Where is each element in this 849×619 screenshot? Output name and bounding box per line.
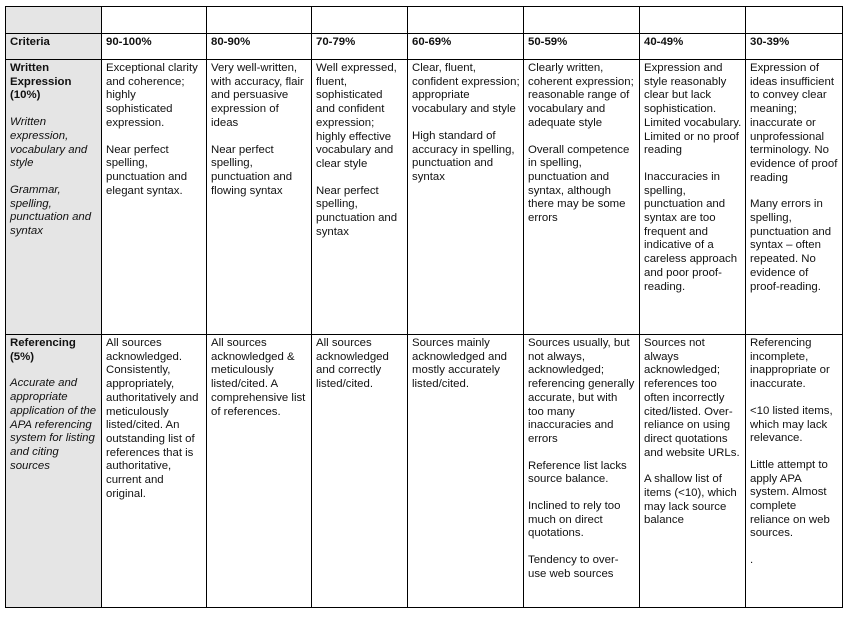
cell-text: . (750, 554, 754, 567)
cell-text: Many errors in spelling, punctuation and syntax – often repeated. No evidence of proof-reading. (750, 198, 832, 293)
criterion-title: Written Expression (10%) (10, 62, 72, 102)
blank-cell (312, 7, 408, 34)
cell-text: Sources not always acknowledged; references too often incorrectly cited/listed. Over-reliance on using direct quotations and website URLs. (644, 337, 740, 459)
band-header: 30-39% (746, 34, 843, 60)
rubric-cell (312, 60, 408, 335)
rubric-cell (102, 60, 207, 335)
blank-cell (746, 7, 843, 34)
cell-text: Inaccuracies in spelling, punctuation and syntax are too frequent and indicative of a careless approach and poor proof-reading. (644, 170, 738, 293)
criterion-description: Grammar, spelling, punctuation and syntax (10, 183, 92, 238)
rubric-table (5, 6, 843, 608)
cell-text: Near perfect spelling, punctuation and syntax (316, 184, 398, 238)
cell-text: A shallow list of items (<10), which may lack source balance (644, 473, 737, 527)
blank-cell (207, 7, 312, 34)
rubric-cell (524, 60, 640, 335)
band-header: 50-59% (524, 34, 640, 60)
rubric-cell (640, 335, 746, 608)
criterion-cell (6, 335, 102, 608)
rubric-cell (408, 335, 524, 608)
blank-cell (102, 7, 207, 34)
cell-text: Overall competence in spelling, punctuation and syntax, although there may be some errors (528, 143, 630, 225)
written-expression-row (6, 60, 843, 335)
rubric-cell (746, 335, 843, 608)
cell-text: Sources usually, but not always, acknowledged; referencing generally accurate, but with too many inaccuracies and errors (528, 337, 635, 445)
criterion-description: Written expression, vocabulary and style (10, 116, 88, 170)
cell-text: Very well-written, with accuracy, flair and persuasive expression of ideas (211, 62, 304, 129)
cell-text: Sources mainly acknowledged and mostly accurately listed/cited. (412, 337, 507, 391)
criterion-cell (6, 60, 102, 335)
grade-band-header-row (6, 34, 843, 60)
rubric-cell (312, 335, 408, 608)
rubric-cell (408, 60, 524, 335)
cell-text: Expression and style reasonably clear but lack sophistication. Limited vocabulary. Limited or no proof reading (644, 62, 742, 157)
criteria-header: Criteria (6, 34, 102, 60)
cell-text: All sources acknowledged & meticulously listed/cited. A comprehensive list of references. (211, 337, 306, 418)
blank-cell (524, 7, 640, 34)
cell-text: Inclined to rely too much on direct quotations. (528, 500, 621, 540)
cell-text: All sources acknowledged. Consistently, appropriately, authoritatively and meticulously listed/cited. An outstanding list of references that is authoritative, current and original. (106, 337, 199, 500)
rubric-cell (207, 335, 312, 608)
cell-text: Near perfect spelling, punctuation and elegant syntax. (106, 143, 188, 197)
band-header: 40-49% (640, 34, 746, 60)
cell-text: Clearly written, coherent expression; reasonable range of vocabulary and adequate style (528, 62, 634, 129)
blank-cell (640, 7, 746, 34)
rubric-cell (102, 335, 207, 608)
blank-cell (408, 7, 524, 34)
cell-text: Little attempt to apply APA system. Almost complete reliance on web sources. (750, 458, 830, 540)
cell-text: Clear, fluent, confident expression; appropriate vocabulary and style (412, 62, 520, 116)
blank-cell (6, 7, 102, 34)
cell-text: Expression of ideas insufficient to convey clear meaning; inaccurate or unprofessional terminology. No evidence of proof reading (750, 62, 838, 184)
rubric-cell (640, 60, 746, 335)
cell-text: <10 listed items, which may lack relevance. (750, 404, 833, 445)
blank-header-row (6, 7, 843, 34)
band-header: 90-100% (102, 34, 207, 60)
band-header: 60-69% (408, 34, 524, 60)
cell-text: Near perfect spelling, punctuation and flowing syntax (211, 143, 293, 197)
rubric-cell (207, 60, 312, 335)
cell-text: Exceptional clarity and coherence; highly sophisticated expression. (106, 62, 198, 129)
criterion-title: Referencing (5%) (10, 337, 76, 363)
rubric-cell (524, 335, 640, 608)
cell-text: Referencing incomplete, inappropriate or inaccurate. (750, 337, 830, 391)
cell-text: All sources acknowledged and correctly listed/cited. (316, 337, 389, 391)
referencing-row (6, 335, 843, 608)
cell-text: High standard of accuracy in spelling, punctuation and syntax (412, 129, 515, 183)
band-header: 70-79% (312, 34, 408, 60)
band-header: 80-90% (207, 34, 312, 60)
cell-text: Tendency to over-use web sources (528, 554, 619, 580)
cell-text: Reference list lacks source balance. (528, 459, 627, 486)
rubric-cell (746, 60, 843, 335)
cell-text: Well expressed, fluent, sophisticated and confident expression; highly effective vocabulary and clear style (316, 62, 397, 170)
criterion-description: Accurate and appropriate application of the APA referencing system for listing and citing sources (10, 377, 97, 472)
